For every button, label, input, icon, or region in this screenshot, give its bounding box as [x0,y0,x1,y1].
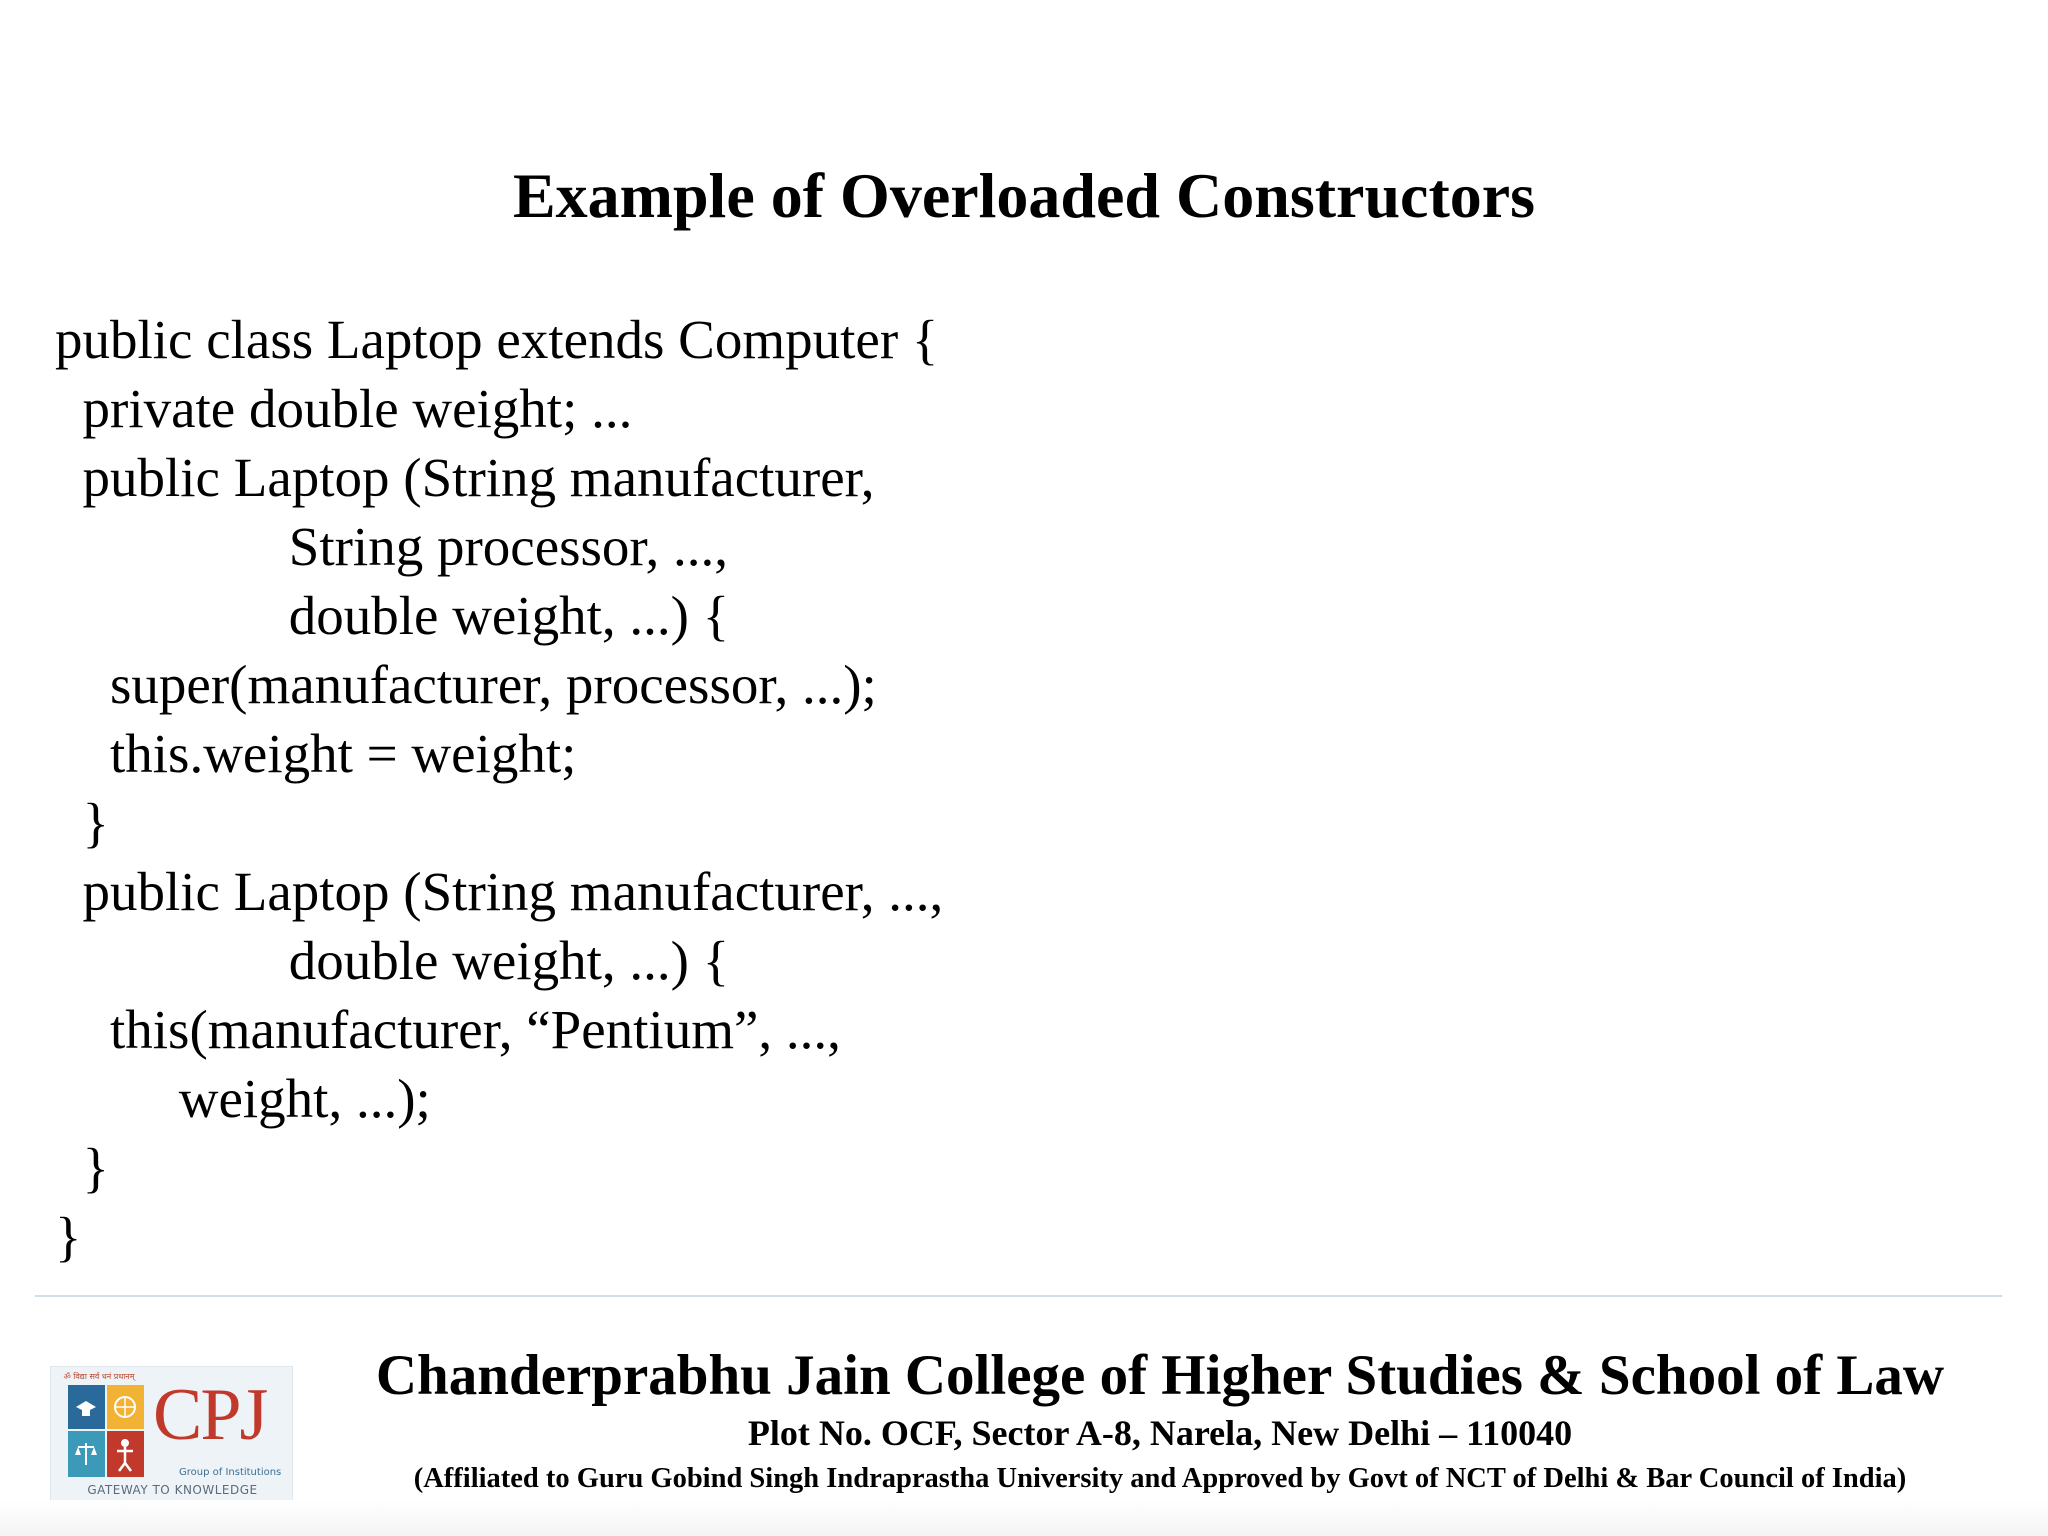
slide-title: Example of Overloaded Constructors [512,160,1536,231]
code-line: double weight, ...) { [55,585,730,646]
code-line: } [55,1137,109,1198]
code-line: weight, ...); [55,1068,431,1129]
code-line: public class Laptop extends Computer { [55,309,939,370]
code-line: private double weight; ... [55,378,633,439]
code-line: } [55,792,109,853]
college-affiliation: (Affiliated to Guru Gobind Singh Indraprastha University and Approved by Govt of NCT of Delhi & Bar Council of India) [413,1463,1907,1494]
code-line: this.weight = weight; [55,723,577,784]
code-line: public Laptop (String manufacturer, ..., [55,861,944,922]
code-line: this(manufacturer, “Pentium”, ..., [55,999,841,1060]
code-line: public Laptop (String manufacturer, [55,447,875,508]
logo-mark: CPJ [153,1374,267,1456]
code-line: super(manufacturer, processor, ...); [55,654,877,715]
logo-tagline: GATEWAY TO KNOWLEDGE [87,1483,258,1497]
college-name: Chanderprabhu Jain College of Higher Studies & School of Law [375,1344,1945,1407]
college-logo [50,1366,293,1501]
logo-subtitle: Group of Institutions [179,1467,282,1478]
code-line: } [55,1206,82,1267]
college-address: Plot No. OCF, Sector A-8, Narela, New Delhi – 110040 [747,1413,1573,1453]
logo-shield-icon [68,1385,144,1479]
logo-motto: ॐ विद्या सर्व धनं प्रधानम् [63,1372,135,1381]
code-line: String processor, ..., [55,516,729,577]
code-line: double weight, ...) { [55,930,730,991]
code-block [55,305,943,1271]
footer-band [0,1500,2048,1536]
footer-divider [35,1295,2002,1297]
